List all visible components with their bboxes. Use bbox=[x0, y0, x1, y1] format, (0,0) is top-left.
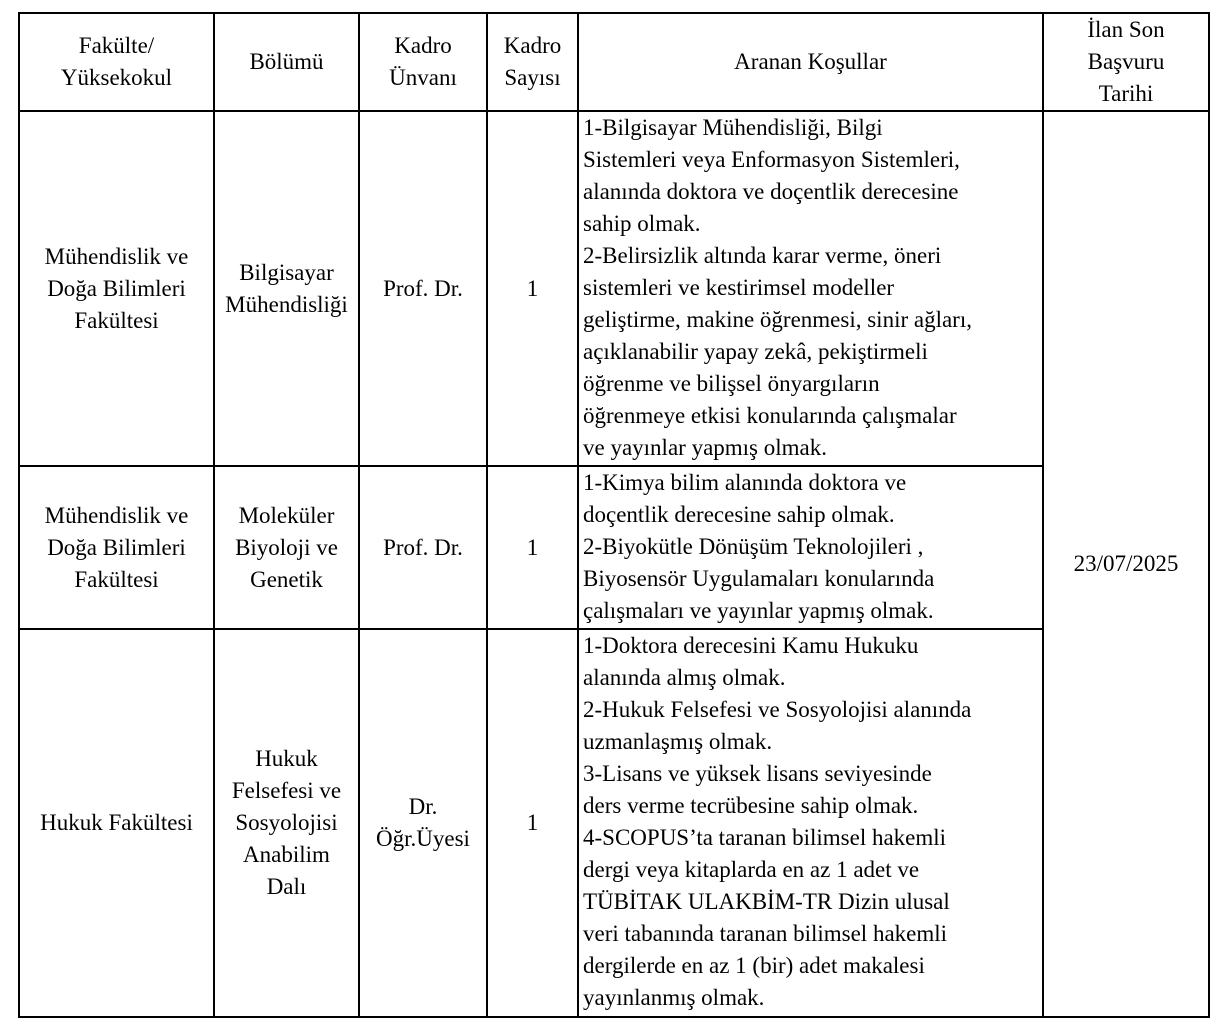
count-cell: 1 bbox=[487, 111, 578, 466]
count-cell: 1 bbox=[487, 466, 578, 629]
faculty-cell: Mühendislik ve Doğa Bilimleri Fakültesi bbox=[19, 466, 214, 629]
header-faculty: Fakülte/ Yüksekokul bbox=[19, 13, 214, 111]
department-cell: Bilgisayar Mühendisliği bbox=[214, 111, 359, 466]
conditions-cell: 1-Bilgisayar Mühendisliği, Bilgi Sistemleri veya Enformasyon Sistemleri, alanında doktora ve doçentlik derecesine sahip olmak. 2-Belirsizlik altında karar verme, öneri sistemleri ve kestirimsel modeller geliştirme, makine öğrenmesi, sinir ağları, açıklanabilir yapay zekâ, pekiştirmeli öğrenme ve bilişsel önyargıların öğrenmeye etkisi konularında çalışmalar ve yayınlar yapmış olmak. bbox=[578, 111, 1043, 466]
table-row bbox=[19, 629, 1209, 1017]
count-cell: 1 bbox=[487, 629, 578, 1017]
deadline-cell: 23/07/2025 bbox=[1043, 111, 1209, 1017]
faculty-cell: Hukuk Fakültesi bbox=[19, 629, 214, 1017]
conditions-cell: 1-Doktora derecesini Kamu Hukuku alanında almış olmak. 2-Hukuk Felsefesi ve Sosyolojisi alanında uzmanlaşmış olmak. 3-Lisans ve yüksek lisans seviyesinde ders verme tecrübesine sahip olmak. 4-SCOPUS’ta taranan bilimsel hakemli dergi veya kitaplarda en az 1 adet ve TÜBİTAK ULAKBİM-TR Dizin ulusal veri tabanında taranan bilimsel hakemli dergilerde en az 1 (bir) adet makalesi yayınlanmış olmak. bbox=[578, 629, 1043, 1017]
header-count: Kadro Sayısı bbox=[487, 13, 578, 111]
department-cell: Hukuk Felsefesi ve Sosyolojisi Anabilim Dalı bbox=[214, 629, 359, 1017]
conditions-cell: 1-Kimya bilim alanında doktora ve doçentlik derecesine sahip olmak. 2-Biyokütle Dönüşüm Teknolojileri , Biyosensör Uygulamaları konularında çalışmaları ve yayınlar yapmış olmak. bbox=[578, 466, 1043, 629]
title-cell: Dr. Öğr.Üyesi bbox=[359, 629, 487, 1017]
header-row bbox=[19, 13, 1209, 111]
department-cell: Moleküler Biyoloji ve Genetik bbox=[214, 466, 359, 629]
header-conditions: Aranan Koşullar bbox=[578, 13, 1043, 111]
header-department: Bölümü bbox=[214, 13, 359, 111]
positions-table bbox=[18, 12, 1210, 1018]
faculty-cell: Mühendislik ve Doğa Bilimleri Fakültesi bbox=[19, 111, 214, 466]
title-cell: Prof. Dr. bbox=[359, 466, 487, 629]
title-cell: Prof. Dr. bbox=[359, 111, 487, 466]
header-title: Kadro Ünvanı bbox=[359, 13, 487, 111]
table-row bbox=[19, 111, 1209, 466]
table-row bbox=[19, 466, 1209, 629]
header-deadline: İlan Son Başvuru Tarihi bbox=[1043, 13, 1209, 111]
